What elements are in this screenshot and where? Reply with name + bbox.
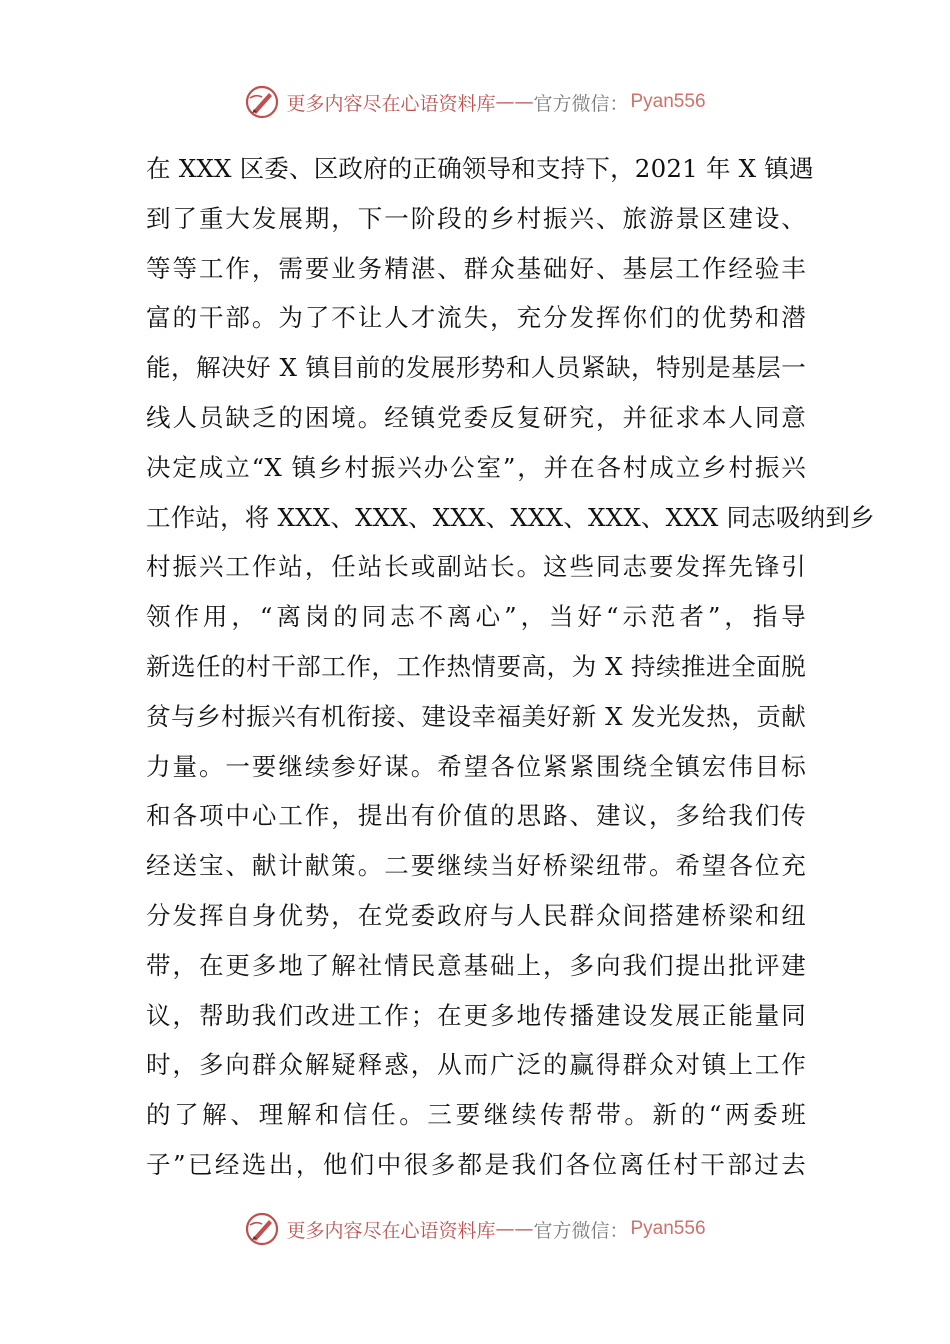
watermark-dash: ——	[495, 91, 534, 113]
watermark-wechat-id: Pyan556	[630, 1218, 706, 1239]
text-line: 在 XXX 区委、区政府的正确领导和支持下，2021 年 X 镇遇	[146, 154, 814, 183]
text-line: 子”已经选出，他们中很多都是我们各位离任村干部过去	[146, 1149, 806, 1179]
text-line: 时，多向群众解疑释惑，从而广泛的赢得群众对镇上工作	[146, 1050, 806, 1080]
text-line: 村振兴工作站，任站长或副站长。这些同志要发挥先锋引	[146, 552, 806, 582]
pen-seal-logo-icon	[244, 1211, 280, 1247]
header-watermark	[0, 82, 950, 122]
watermark-wechat-id: Pyan556	[630, 91, 706, 112]
text-line: 等等工作，需要业务精湛、群众基础好、基层工作经验丰	[146, 253, 806, 283]
text-line: 带，在更多地了解社情民意基础上，多向我们提出批评建	[146, 950, 806, 980]
text-line: 的了解、理解和信任。三要继续传帮带。新的“两委班	[146, 1100, 806, 1130]
footer-watermark	[0, 1209, 950, 1249]
text-line: 线人员缺乏的困境。经镇党委反复研究，并征求本人同意	[146, 402, 806, 432]
text-line: 议，帮助我们改进工作；在更多地传播建设发展正能量同	[146, 1000, 806, 1030]
text-line: 工作站，将 XXX、XXX、XXX、XXX、XXX、XXX 同志吸纳到乡	[146, 502, 875, 532]
text-line: 能，解决好 X 镇目前的发展形势和人员紧缺，特别是基层一	[146, 353, 806, 383]
text-line: 决定成立“X 镇乡村振兴办公室”，并在各村成立乡村振兴	[146, 452, 806, 482]
watermark-text	[286, 1216, 705, 1243]
watermark-text	[286, 89, 705, 116]
text-line: 和各项中心工作，提出有价值的思路、建议，多给我们传	[146, 801, 806, 831]
text-line: 经送宝、献计献策。二要继续当好桥梁纽带。希望各位充	[146, 851, 806, 881]
watermark-wechat-label: 官方微信：	[533, 1219, 629, 1242]
text-line: 力量。一要继续参好谋。希望各位紧紧围绕全镇宏伟目标	[146, 751, 806, 781]
watermark-library-text: 更多内容尽在心语资料库	[286, 1219, 496, 1242]
text-line: 分发挥自身优势，在党委政府与人民群众间搭建桥梁和纽	[146, 900, 806, 930]
text-line: 领作用，“离岗的同志不离心”，当好“示范者”，指导	[146, 602, 806, 632]
watermark-library-text: 更多内容尽在心语资料库	[286, 92, 496, 115]
text-line: 新选任的村干部工作，工作热情要高，为 X 持续推进全面脱	[146, 651, 806, 681]
watermark-wechat-label: 官方微信：	[533, 92, 629, 115]
text-line: 到了重大发展期，下一阶段的乡村振兴、旅游景区建设、	[146, 203, 806, 233]
text-line: 富的干部。为了不让人才流失，充分发挥你们的优势和潜	[146, 303, 806, 333]
pen-seal-logo-icon	[244, 84, 280, 120]
watermark-dash: ——	[495, 1218, 534, 1240]
text-line: 贫与乡村振兴有机衔接、建设幸福美好新 X 发光发热，贡献	[146, 701, 806, 731]
document-body	[146, 144, 875, 1190]
